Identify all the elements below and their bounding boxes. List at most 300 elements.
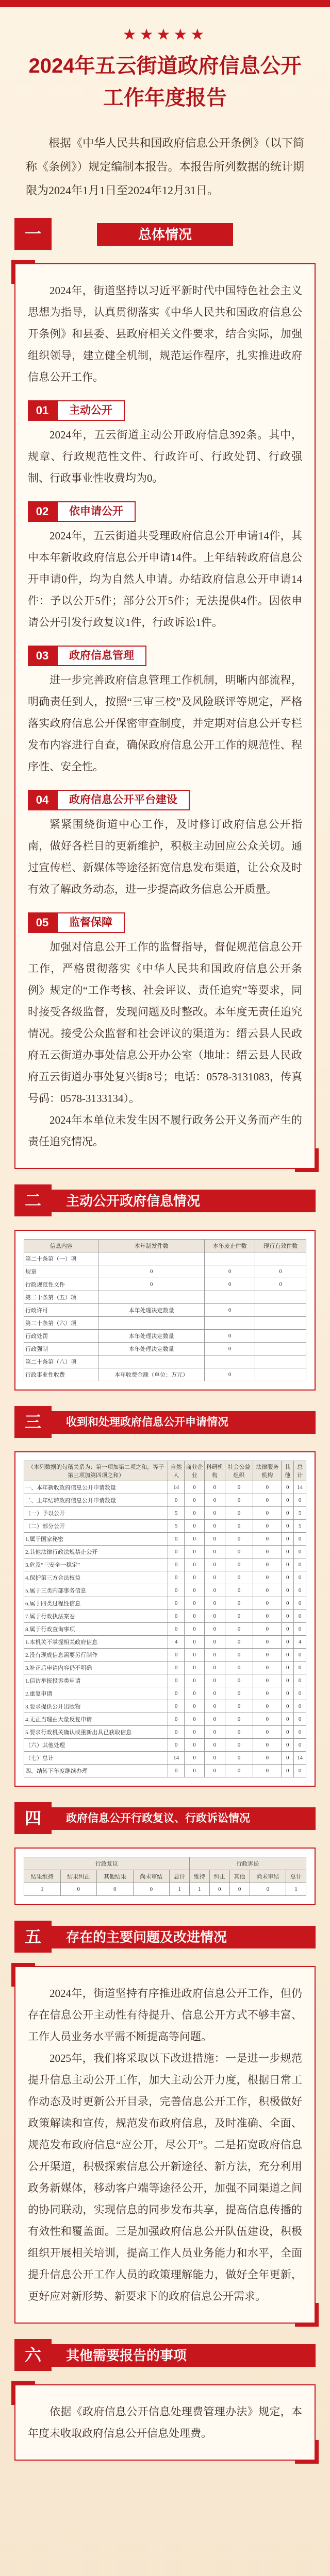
table-cell: 0 [205,1597,225,1610]
table-cell: 行政处罚 [24,1330,98,1343]
table-cell: 0 [168,1571,185,1584]
table-header: 商业企业 [184,1461,204,1481]
table-cell: （六）其他处理 [24,1739,168,1752]
table-row [24,1343,306,1355]
subsection-header [28,400,302,421]
table-cell: 0 [225,1636,253,1649]
table-cell: 0 [168,1494,185,1507]
table-cell: 5 [168,1520,185,1533]
table-cell: 0 [253,1507,282,1520]
table-cell: 2.重复申请 [24,1687,168,1700]
table-cell: 0 [282,1700,294,1713]
table-cell: 1.信访举报投诉类申请 [24,1674,168,1687]
section-number: 二 [14,1184,52,1216]
table-cell: 0 [168,1558,185,1571]
table-cell: 0 [294,1649,306,1662]
table-cell: 0 [282,1597,294,1610]
table-cell: 1 [170,1883,190,1896]
table-cell: 0 [253,1546,282,1558]
table-cell: 0 [225,1597,253,1610]
table-cell: 0 [253,1623,282,1636]
subsection-text: 进一步完善政府信息管理工作机制，明晰内部流程，明确责任到人，按照“三审三校”及风险联评等规定，严格落实政府信息公开保密审查制度，并定期对信息公开专栏发布内容进行自查，确保政府信息公开工作的规范性、程序性、安全性。 [28,674,302,773]
table-cell: 0 [255,1278,306,1291]
table-cell: 0 [60,1883,97,1896]
table-cell: 0 [184,1636,204,1649]
table-cell: 0 [282,1752,294,1765]
table-cell: 规章 [24,1265,98,1278]
table-cell [255,1343,306,1355]
table-cell: 0 [225,1558,253,1571]
table-cell: 3.补正后申请内容仍不明确 [24,1662,168,1674]
table-cell: 0 [168,1726,185,1739]
table-cell: 5 [294,1507,306,1520]
table-cell: 2.没有现成信息需要另行制作 [24,1649,168,1662]
requests-table-box [14,1451,316,1787]
table-cell: 0 [253,1494,282,1507]
table-cell: 0 [184,1713,204,1726]
table-cell: 0 [282,1610,294,1623]
table-cell: 本年处理决定数量 [98,1304,204,1317]
table-cell: 0 [294,1533,306,1546]
table-header: 科研机构 [205,1461,225,1481]
subsection-number: 04 [28,790,57,810]
table-header: 维持 [189,1870,209,1883]
table-row [24,1546,306,1558]
subsection-number: 01 [28,400,57,421]
table-cell: 本年收费金额（单位：万元） [98,1368,204,1381]
table-cell: 0 [253,1649,282,1662]
table-cell: 0 [204,1278,255,1291]
table-cell: 0 [253,1584,282,1597]
table-header: 纠正 [209,1870,229,1883]
table-cell: 0 [294,1713,306,1726]
subsection-title: 政府信息管理 [57,646,146,666]
table-cell: 0 [184,1610,204,1623]
table-cell [255,1330,306,1343]
table-cell: 4.保护第三方合法权益 [24,1571,168,1584]
table-row [24,1252,306,1265]
table-header: 其他 [282,1461,294,1481]
table-cell: 0 [282,1558,294,1571]
table-row [24,1494,306,1507]
table-cell: 5 [294,1520,306,1533]
table-cell: 0 [184,1649,204,1662]
table-cell: 0 [294,1546,306,1558]
overall-tail: 2024年本单位未发生因不履行政务公开义务而产生的责任追究情况。 [28,1114,302,1148]
table-cell: 0 [294,1662,306,1674]
table-row [24,1368,306,1381]
table-cell: 0 [205,1584,225,1597]
table-cell: 0 [294,1494,306,1507]
table-cell [255,1317,306,1330]
table-cell: 0 [253,1700,282,1713]
table-cell: 0 [282,1687,294,1700]
table-cell: 0 [253,1481,282,1494]
table-cell: 5.属于三类内部事务信息 [24,1584,168,1597]
table-cell: 0 [184,1507,204,1520]
table-cell: 0 [225,1649,253,1662]
table-cell: 0 [225,1687,253,1700]
table-row [24,1662,306,1674]
table-row [24,1765,306,1777]
table-cell: 5.要求行政机关确认或重新出具已获取信息 [24,1726,168,1739]
table-row [24,1597,306,1610]
table-cell: 0 [225,1584,253,1597]
table-cell: 0 [294,1584,306,1597]
subsection-text: 紧紧围绕街道中心工作，及时修订政府信息公开指南，做好各栏目的更新维护，积极主动回应公众关切。通过宣传栏、新媒体等途径拓宽信息发布渠道，让公众及时有效了解政务动态，进一步提高政务信息公开质量。 [28,818,302,895]
table-cell: 0 [225,1700,253,1713]
table-cell: 0 [282,1571,294,1584]
table-cell: 4.无正当理由大量反复申请 [24,1713,168,1726]
table-header: 现行有效件数 [255,1240,306,1252]
problems-paragraph: 2025年，我们将采取以下改进措施：一是进一步规范提升信息主动公开工作，加大主动公开力度，根据日常工作动态及时更新公开目录，完善信息公开工作，积极做好政策解读和宣传，规范发布政府信息，及时准确、全面、规范发布政府信息“应公开，尽公开”。二是拓宽政府信息公开渠道，积极探索信息公开新途径、新方法，充分利用政务新媒体，移动客户端等途径公开，加强不同渠道之间的协同联动，实现信息的同步发布共享，提高信息传播的有效性和覆盖面。三是加强政府信息公开队伍建设，积极组织开展相关培训，提高工作人员业务能力和水平，全面提升信息公开工作人员的政策理解能力，做好全年更新，更好应对新形势、新要求下的政府信息公开需求。 [28,2052,302,2302]
section-header-others [14,2339,316,2375]
table-cell: 0 [253,1739,282,1752]
subsection-header [28,646,302,666]
table-header: 本年制发件数 [98,1240,204,1252]
table-cell: 0 [168,1584,185,1597]
table-row [24,1481,306,1494]
table-cell: 7.属于行政执法案卷 [24,1610,168,1623]
table-cell: 0 [168,1533,185,1546]
table-cell: 0 [184,1739,204,1752]
table-cell: 第二十条第（一）项 [24,1252,98,1265]
table-cell: 0 [294,1571,306,1584]
table-cell: 0 [184,1765,204,1777]
table-cell: 0 [225,1507,253,1520]
table-cell: 0 [225,1520,253,1533]
table-header: 社会公益组织 [225,1461,253,1481]
section-number: 三 [14,1406,52,1438]
table-cell: 0 [282,1636,294,1649]
table-cell: 0 [282,1649,294,1662]
table-cell: 0 [225,1752,253,1765]
table-cell: 0 [253,1597,282,1610]
table-header: 结果纠正 [60,1870,97,1883]
table-cell [255,1291,306,1304]
table-cell: 0 [205,1662,225,1674]
table-cell: 0 [168,1662,185,1674]
table-row [24,1558,306,1571]
table-cell: 0 [205,1687,225,1700]
table-cell: 0 [168,1546,185,1558]
table-row [24,1674,306,1687]
table-cell: 0 [253,1765,282,1777]
table-cell: 0 [168,1687,185,1700]
table-row [24,1278,306,1291]
table-row [24,1520,306,1533]
table-row [24,1584,306,1597]
table-cell: 0 [204,1343,255,1355]
table-cell: 0 [205,1507,225,1520]
table-cell [204,1355,255,1368]
table-cell: 3.要求提供公开出版物 [24,1700,168,1713]
table-cell: 0 [253,1558,282,1571]
section-number: 五 [14,1921,52,1953]
table-row [24,1883,306,1896]
table-cell: 0 [294,1765,306,1777]
subsection-title: 依申请公开 [57,501,136,522]
table-row [24,1304,306,1317]
table-row [24,1507,306,1520]
section-header-requests [14,1406,316,1442]
table-cell: 0 [282,1739,294,1752]
table-cell: 0 [294,1674,306,1687]
table-cell: 0 [209,1883,229,1896]
table-cell: 0 [184,1674,204,1687]
table-cell: 2.其他法律行政法规禁止公开 [24,1546,168,1558]
table-cell: 0 [253,1533,282,1546]
table-cell: 0 [253,1662,282,1674]
table-cell: 0 [184,1752,204,1765]
table-cell: 1 [24,1883,61,1896]
table-cell: 行政规范性文件 [24,1278,98,1291]
table-cell: 0 [282,1494,294,1507]
subsection-header [28,912,302,933]
table-cell: 0 [184,1546,204,1558]
table-cell: 14 [294,1481,306,1494]
subsection-title: 政府信息公开平台建设 [57,790,190,810]
table-cell: 0 [168,1713,185,1726]
table-header: 结果维持 [24,1870,61,1883]
table-cell: 0 [205,1533,225,1546]
table-row [24,1726,306,1739]
table-cell: 0 [184,1481,204,1494]
table-cell: 0 [294,1700,306,1713]
table-cell: 行政事业性收费 [24,1368,98,1381]
subsection-text: 2024年，五云街道共受理政府信息公开申请14件，其中本年新收政府信息公开申请14件。上年结转政府信息公开申请0件，均为自然人申请。办结政府信息公开申请14件：予以公开5件；部分公开5件；无法提供4件。因依申请公开引发行政复议1件，行政诉讼1件。 [28,530,302,629]
table-cell: 0 [253,1610,282,1623]
table-cell: 8.属于行政查询事项 [24,1623,168,1636]
table-cell: 0 [229,1883,250,1896]
table-cell: 0 [282,1765,294,1777]
table-cell: 3.危及“三安全一稳定” [24,1558,168,1571]
subsection-number: 05 [28,912,57,933]
table-cell: 0 [282,1584,294,1597]
table-row [24,1739,306,1752]
table-cell: 0 [184,1533,204,1546]
table-cell: 0 [225,1713,253,1726]
table-cell [204,1291,255,1304]
table-cell [255,1252,306,1265]
table-row [24,1265,306,1278]
table-cell: （七）总计 [24,1752,168,1765]
table-cell: 0 [294,1739,306,1752]
table-cell: 0 [168,1649,185,1662]
table-header: （本列数据的勾稽关系为：第一项加第二项之和，等于第三项加第四项之和） [24,1461,168,1481]
section-title: 收到和处理政府信息公开申请情况 [45,1411,316,1434]
table-cell: （二）部分公开 [24,1520,168,1533]
section-title: 主动公开政府信息情况 [45,1190,316,1212]
table-header: 本年废止件数 [204,1240,255,1252]
table-cell: 14 [294,1752,306,1765]
section-header-problems [14,1921,316,1957]
subsection-text: 加强对信息公开工作的监督指导，督促规范信息公开工作，严格贯彻落实《中华人民共和国政府信息公开条例》规定的“工作考核、社会评议、责任追究”等要求，同时接受各级监督，发现问题及时整改。本年度无责任追究情况。接受公众监督和社会评议的渠道为：缙云县人民政府五云街道办事处信息公开办公室（地址：缙云县人民政府五云街道办事处复兴街8号；电话：0578-3131083，传真号码：0578-3133134）。 [28,941,302,1105]
table-header: 法律服务机构 [253,1461,282,1481]
table-cell: 0 [205,1481,225,1494]
table-cell: 0 [294,1623,306,1636]
table-header: 其他 [229,1870,250,1883]
table-cell [98,1252,204,1265]
table-cell: 4 [294,1636,306,1649]
table-cell: 0 [205,1571,225,1584]
subsection-title: 监督保障 [57,912,125,933]
table-cell: 0 [282,1623,294,1636]
table-cell: 行政强制 [24,1343,98,1355]
table-cell: 0 [205,1674,225,1687]
table-header: 尚未审结 [250,1870,286,1883]
table-header: 自然人 [168,1461,185,1481]
table-cell: 0 [204,1330,255,1343]
section-number: 一 [14,218,52,250]
table-cell: 行政许可 [24,1304,98,1317]
subsection-title: 主动公开 [57,400,125,421]
table-cell: 0 [253,1571,282,1584]
table-cell: 0 [294,1558,306,1571]
table-cell: 0 [253,1713,282,1726]
table-row [24,1317,306,1330]
table-cell: 0 [282,1713,294,1726]
table-cell [255,1368,306,1381]
proactive-table-box [14,1230,316,1391]
table-cell [204,1252,255,1265]
top-decor-band [0,0,330,7]
table-cell: 0 [205,1726,225,1739]
table-cell: 0 [225,1765,253,1777]
table-cell: 0 [253,1752,282,1765]
table-cell: 14 [168,1752,185,1765]
table-cell: 0 [282,1726,294,1739]
table-row [24,1533,306,1546]
table-cell: 0 [225,1674,253,1687]
table-cell [255,1355,306,1368]
table-row [24,1649,306,1662]
table-cell: 0 [250,1883,286,1896]
table-header: 行政复议 [24,1857,190,1870]
subsection-text: 2024年，五云街道主动公开政府信息392条。其中，规章、行政规范性文件、行政许可、行政处罚、行政强制、行政事业性收费均为0。 [28,429,302,484]
others-paragraph: 依据《政府信息公开信息处理费管理办法》规定，本年度未收取政府信息公开信息处理费。 [28,2405,302,2439]
problems-paragraph: 2024年，街道坚持有序推进政府信息公开工作，但仍存在信息公开主动性有待提升、信息公开方式不够丰富、工作人员业务水平需不断提高等问题。 [28,1987,302,2043]
requests-table [24,1461,306,1777]
table-header: 其他结果 [97,1870,134,1883]
table-cell: 0 [282,1533,294,1546]
table-header: 总计 [286,1870,306,1883]
table-cell: 0 [205,1713,225,1726]
subsection-header [28,501,302,522]
table-cell: 0 [225,1571,253,1584]
table-cell [98,1355,204,1368]
section-number: 六 [14,2339,52,2371]
table-cell: 0 [253,1636,282,1649]
table-cell [255,1304,306,1317]
table-cell: 0 [184,1662,204,1674]
table-cell: 一、本年新收政府信息公开申请数量 [24,1481,168,1494]
table-row [24,1355,306,1368]
table-cell: 0 [225,1610,253,1623]
section-title: 存在的主要问题及改进情况 [45,1926,316,1948]
table-row [24,1700,306,1713]
review-table-box [14,1848,316,1905]
table-cell: 0 [225,1533,253,1546]
table-cell: 0 [294,1610,306,1623]
table-cell: 0 [205,1649,225,1662]
table-cell: 0 [184,1726,204,1739]
page-title: 2024年五云街道政府信息公开工作年度报告 [28,55,302,109]
table-cell: 0 [225,1546,253,1558]
table-row [24,1636,306,1649]
section-header-proactive [14,1184,316,1221]
table-cell: 0 [294,1687,306,1700]
table-cell: 0 [205,1494,225,1507]
table-header: 总计 [294,1461,306,1481]
table-cell: 0 [294,1597,306,1610]
table-header: 总计 [170,1870,190,1883]
subsection-header [28,790,302,810]
table-cell: 0 [282,1481,294,1494]
table-cell: 0 [184,1494,204,1507]
overall-frame [14,263,316,1169]
others-frame [14,2384,316,2461]
table-cell: 1 [286,1883,306,1896]
table-cell: 0 [205,1752,225,1765]
table-cell: 0 [184,1700,204,1713]
table-cell: 0 [184,1687,204,1700]
table-cell: 0 [253,1726,282,1739]
section-title: 其他需要报告的事项 [45,2344,316,2367]
table-cell: 第二十条第（八）项 [24,1355,98,1368]
table-row [24,1752,306,1765]
table-cell: 0 [282,1674,294,1687]
stars-decoration: ★★★★★ [122,26,208,43]
section-header-review [14,1802,316,1838]
table-cell: 0 [225,1662,253,1674]
table-cell: 14 [168,1481,185,1494]
table-cell: 0 [253,1687,282,1700]
table-cell: 1 [189,1883,209,1896]
table-row [24,1330,306,1343]
overall-lead: 2024年，街道坚持以习近平新时代中国特色社会主义思想为指导，认真贯彻落实《中华人民共和国政府信息公开条例》和县委、县政府相关文件要求，结合实际，加强组织领导，建立健全机制，规范运作程序，扎实推进政府信息公开工作。 [28,284,302,383]
table-cell: 0 [168,1623,185,1636]
table-cell: 0 [205,1546,225,1558]
table-cell: 0 [184,1597,204,1610]
table-cell: 第二十条第（五）项 [24,1291,98,1304]
intro-paragraph: 根据《中华人民共和国政府信息公开条例》（以下简称《条例》）规定编制本报告。本报告所列数据的统计期限为2024年1月1日至2024年12月31日。 [26,137,304,197]
table-cell: 0 [168,1597,185,1610]
table-cell: 0 [168,1700,185,1713]
subsection-number: 03 [28,646,57,666]
table-cell [204,1317,255,1330]
table-row [24,1713,306,1726]
table-cell: 第二十条第（六）项 [24,1317,98,1330]
table-cell: 0 [184,1571,204,1584]
table-cell [98,1291,204,1304]
table-cell: 0 [253,1520,282,1533]
table-cell: 0 [282,1520,294,1533]
table-cell [98,1317,204,1330]
section-header-overall [14,218,316,254]
table-cell: 0 [205,1623,225,1636]
table-cell: 0 [168,1610,185,1623]
table-cell: （一）予以公开 [24,1507,168,1520]
table-cell: 0 [205,1558,225,1571]
table-cell: 0 [253,1674,282,1687]
table-cell: 0 [168,1765,185,1777]
table-header: 信息内容 [24,1240,98,1252]
table-cell: 四、结转下年度继续办理 [24,1765,168,1777]
table-cell: 0 [98,1278,204,1291]
table-cell: 本年处理决定数量 [98,1330,204,1343]
table-cell: 0 [282,1546,294,1558]
